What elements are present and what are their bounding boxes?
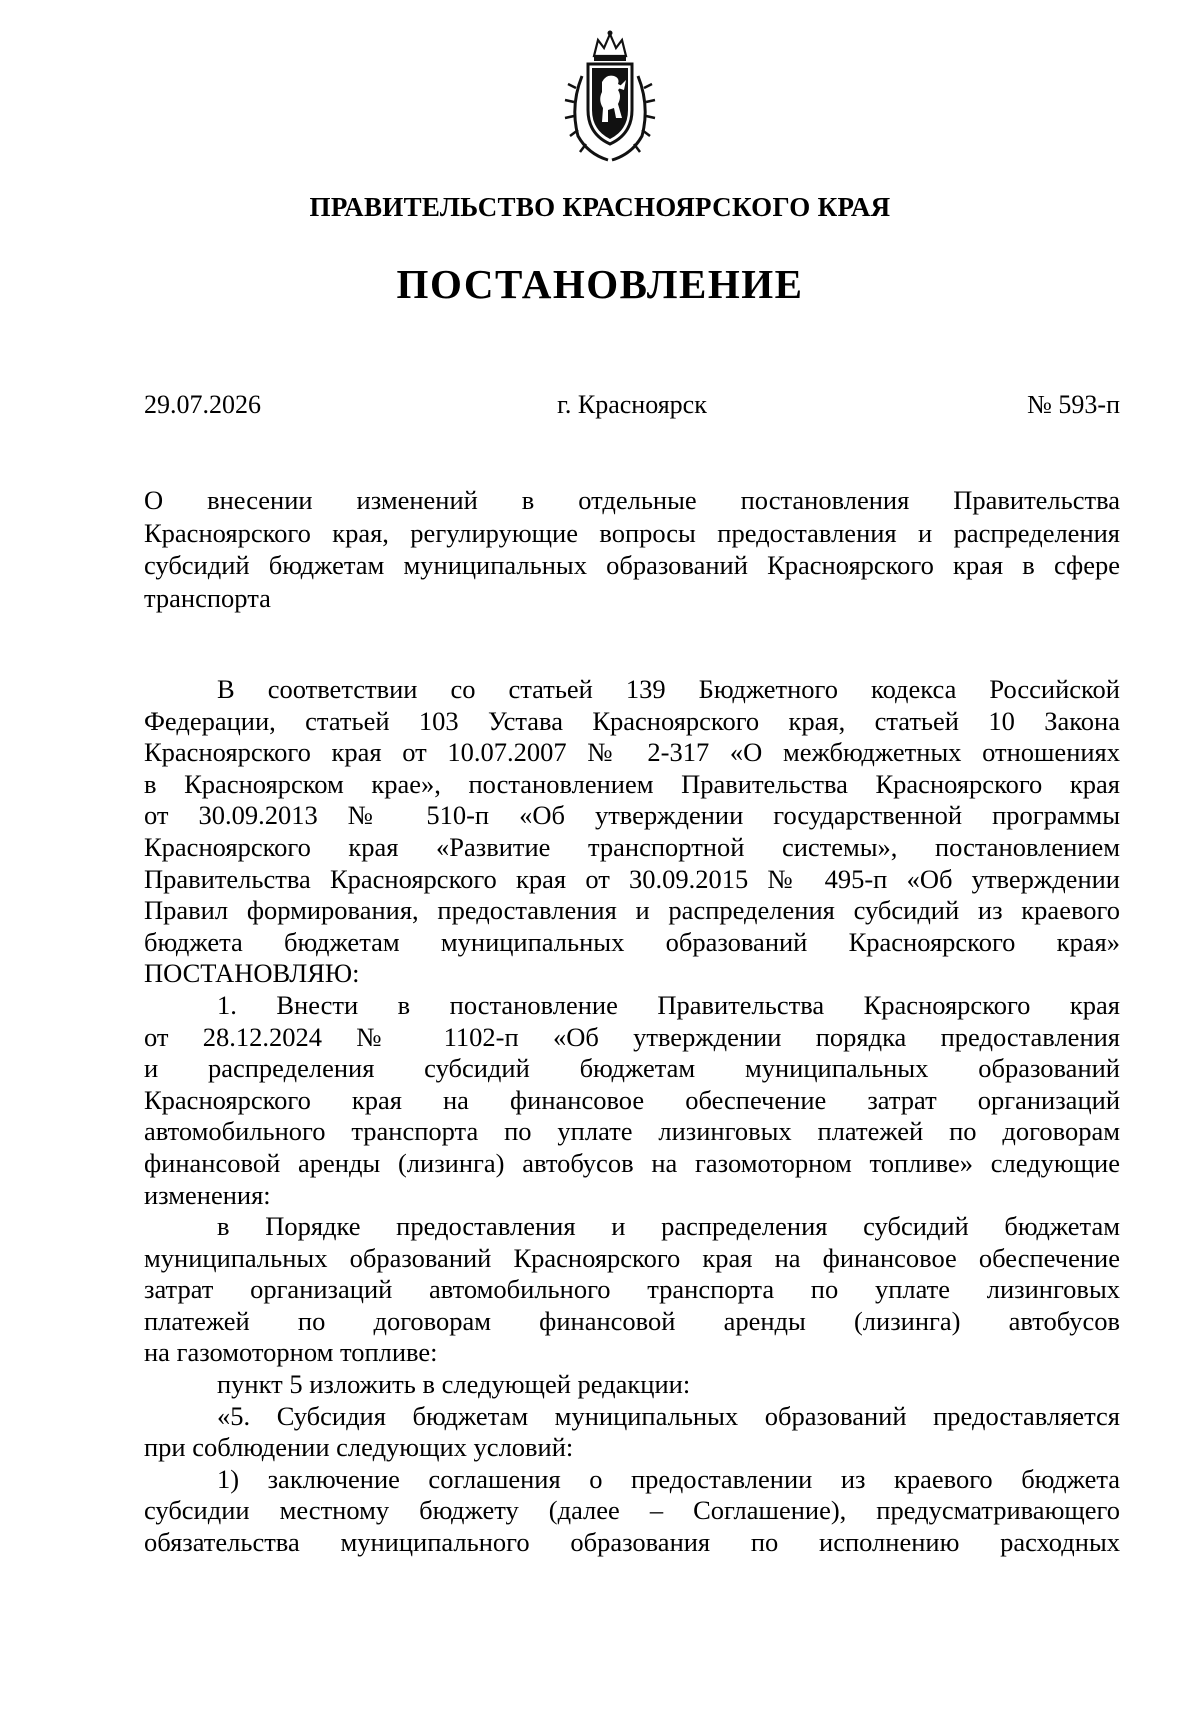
body-line: В соответствии со статьей 139 Бюджетного кодекса Российской — [217, 674, 1120, 704]
body-line: пункт 5 изложить в следующей редакции: — [217, 1369, 691, 1400]
body-line: Правительства Красноярского края от 30.09.2015 № 495-п «Об утверждении — [144, 863, 1120, 894]
body-line: Красноярского края «Развитие транспортной системы», постановлением — [144, 831, 1120, 862]
document-type: ПОСТАНОВЛЕНИЕ — [396, 261, 804, 307]
document-date: 29.07.2026 — [144, 390, 261, 419]
body-line: от 30.09.2013 № 510-п «Об утверждении государственной программы — [144, 800, 1120, 831]
title-line: транспорта — [144, 582, 271, 613]
body-line: в Порядке предоставления и распределения субсидий бюджетам — [217, 1211, 1120, 1242]
body-line: затрат организаций автомобильного транспорта по уплате лизинговых — [144, 1274, 1120, 1305]
title-line: субсидий бюджетам муниципальных образований Красноярского края в сфере — [144, 550, 1120, 580]
body-line: 1. Внести в постановление Правительства Красноярского края — [217, 989, 1120, 1020]
document-meta — [144, 390, 1120, 424]
document-number: № 593-п — [1027, 390, 1120, 419]
body-line: от 28.12.2024 № 1102-п «Об утверждении порядка предоставления — [144, 1021, 1120, 1052]
document-title — [144, 484, 1120, 614]
body-line: и распределения субсидий бюджетам муниципальных образований — [144, 1053, 1120, 1084]
document-body — [144, 674, 1120, 1559]
body-line: в Красноярском крае», постановлением Правительства Красноярского края — [144, 768, 1120, 799]
title-line: О внесении изменений в отдельные постановления Правительства — [144, 485, 1120, 515]
body-line: бюджета бюджетам муниципальных образований Красноярского края» — [144, 926, 1120, 957]
body-line: автомобильного транспорта по уплате лизинговых платежей по договорам — [144, 1116, 1120, 1147]
body-line: «5. Субсидия бюджетам муниципальных образований предоставляется — [217, 1400, 1120, 1431]
body-line: при соблюдении следующих условий: — [144, 1432, 574, 1463]
body-line: муниципальных образований Красноярского края на финансовое обеспечение — [144, 1242, 1120, 1273]
body-line: субсидии местному бюджету (далее – Соглашение), предусматривающего — [144, 1495, 1120, 1526]
body-line: 1) заключение соглашения о предоставлении из краевого бюджета — [217, 1463, 1120, 1494]
body-line: Красноярского края на финансовое обеспечение затрат организаций — [144, 1084, 1120, 1115]
body-line: на газомоторном топливе: — [144, 1337, 438, 1368]
organization-name: ПРАВИТЕЛЬСТВО КРАСНОЯРСКОГО КРАЯ — [309, 192, 891, 222]
body-line: ПОСТАНОВЛЯЮ: — [144, 958, 360, 989]
body-line: изменения: — [144, 1179, 271, 1210]
body-line: Красноярского края от 10.07.2007 № 2-317 «О межбюджетных отношениях — [144, 737, 1120, 768]
coat-of-arms-emblem — [560, 26, 660, 166]
body-line: Правил формирования, предоставления и распределения субсидий из краевого — [144, 895, 1120, 926]
body-line: платежей по договорам финансовой аренды (лизинга) автобусов — [144, 1305, 1120, 1336]
body-line: обязательства муниципального образования по исполнению расходных — [144, 1527, 1120, 1558]
document-city: г. Красноярск — [557, 390, 707, 419]
body-line: финансовой аренды (лизинга) автобусов на газомоторном топливе» следующие — [144, 1147, 1120, 1178]
title-line: Красноярского края, регулирующие вопросы предоставления и распределения — [144, 517, 1120, 548]
body-line: Федерации, статьей 103 Устава Красноярского края, статьей 10 Закона — [144, 705, 1120, 736]
